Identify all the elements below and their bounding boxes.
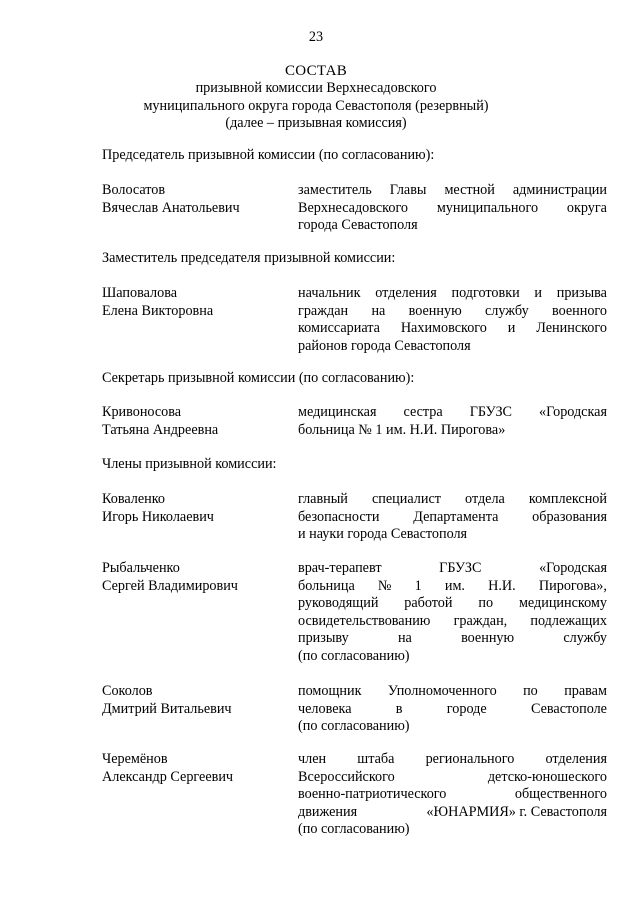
member-name — [102, 285, 292, 320]
member-name — [102, 491, 292, 526]
member-surname: Волосатов — [102, 182, 166, 198]
position-word: безопасности — [298, 508, 380, 525]
member-name — [102, 683, 292, 718]
position-word: муниципального — [436, 199, 539, 216]
position-line — [298, 338, 607, 356]
position-word: в — [395, 700, 403, 717]
position-word: граждан, — [453, 612, 508, 629]
members-heading: Члены призывной комиссии: — [102, 456, 277, 472]
position-word: заместитель — [298, 182, 372, 198]
position-word: призыва — [556, 285, 607, 301]
position-word: и — [507, 320, 516, 337]
position-line — [298, 303, 607, 321]
position-word: ГБУЗС — [439, 560, 482, 576]
position-word: военно-патриотического — [298, 786, 447, 803]
position-word: «ЮНАРМИЯ» г. Севастополя — [426, 803, 607, 820]
position-word: призыву — [298, 630, 349, 647]
position-line — [298, 786, 607, 804]
member-position — [298, 683, 607, 736]
position-word: (по согласованию) — [298, 647, 410, 664]
position-word: регионального — [425, 751, 515, 767]
position-word: 1 — [414, 577, 422, 594]
member-given-names: Игорь Николаевич — [102, 508, 214, 525]
title-block — [0, 62, 632, 133]
position-word: на — [397, 630, 412, 647]
position-line — [298, 200, 607, 218]
chairman-heading: Председатель призывной комиссии (по согласованию): — [102, 147, 435, 163]
position-word: врач-терапевт — [298, 560, 382, 576]
position-word: член — [298, 751, 327, 767]
member-position — [298, 404, 607, 439]
member-surname: Кривоносова — [102, 404, 182, 420]
position-word: отдела — [465, 491, 505, 507]
position-word: штаба — [357, 751, 395, 767]
position-word: освидетельствованию — [298, 612, 431, 629]
member-name — [102, 182, 292, 217]
position-word: «Городская — [539, 560, 607, 576]
position-word: и — [534, 285, 543, 301]
member-surname: Соколов — [102, 683, 153, 699]
position-word: правам — [564, 683, 607, 699]
position-line — [298, 526, 607, 544]
member-given-names: Елена Викторовна — [102, 302, 214, 319]
member-given-names: Александр Сергеевич — [102, 768, 234, 785]
position-word: службу — [485, 302, 529, 319]
position-word: медицинская — [298, 404, 377, 420]
position-word: медицинскому — [518, 595, 607, 612]
position-word: Верхнесадовского — [298, 199, 409, 216]
position-word: главный — [298, 491, 348, 507]
member-name — [102, 560, 292, 595]
member-surname: Рыбальченко — [102, 560, 180, 576]
position-word: военного — [551, 302, 607, 319]
member-name — [102, 751, 292, 786]
position-word: округа — [566, 199, 607, 216]
position-line — [298, 751, 607, 769]
position-word: Нахимовского — [400, 320, 487, 337]
position-word: по — [523, 683, 538, 699]
member-position — [298, 560, 607, 666]
position-word: работой — [404, 595, 453, 612]
member-position — [298, 491, 607, 544]
position-word: местной — [444, 182, 495, 198]
deputy-heading: Заместитель председателя призывной комиссии: — [102, 250, 396, 266]
position-word: «Городская — [539, 404, 607, 420]
member-surname: Черемёнов — [102, 751, 168, 767]
member-given-names: Сергей Владимирович — [102, 577, 238, 594]
position-word: Н.И. — [488, 577, 516, 594]
position-line — [298, 821, 607, 839]
member-surname: Коваленко — [102, 491, 166, 507]
position-word: отделения — [375, 285, 437, 301]
title-subtitle-line-3: (далее – призывная комиссия) — [225, 115, 407, 131]
position-word: отделения — [545, 751, 607, 767]
position-word: подготовки — [451, 285, 520, 301]
position-line — [298, 648, 607, 666]
position-line — [298, 217, 607, 235]
position-word: общественного — [514, 786, 607, 803]
position-line — [298, 630, 607, 648]
position-word: комплексной — [528, 491, 607, 507]
position-word: Уполномоченного — [387, 683, 497, 699]
position-word: районов города Севастополя — [298, 337, 471, 354]
member-surname: Шаповалова — [102, 285, 178, 301]
member-given-names: Вячеслав Анатольевич — [102, 199, 240, 216]
position-line — [298, 320, 607, 338]
document-title: СОСТАВ — [284, 63, 348, 79]
member-given-names: Татьяна Андреевна — [102, 421, 219, 438]
member-position — [298, 285, 607, 355]
position-word: детско-юношеского — [487, 768, 607, 785]
position-word: и науки города Севастополя — [298, 526, 468, 543]
position-word: им. — [444, 577, 465, 594]
position-word: специалист — [371, 491, 441, 507]
position-line — [298, 182, 607, 200]
member-position — [298, 751, 607, 839]
position-word: ГБУЗС — [469, 404, 513, 420]
position-word: помощник — [298, 683, 362, 699]
page-number: 23 — [308, 29, 324, 45]
position-word: службу — [563, 630, 607, 647]
position-word: военную — [461, 630, 515, 647]
position-word: Севастополе — [530, 700, 607, 717]
position-word: движения — [298, 803, 358, 820]
position-word: Ленинского — [536, 320, 607, 337]
member-name — [102, 404, 292, 439]
position-word: № — [377, 577, 392, 594]
position-line — [298, 560, 607, 578]
position-word: города Севастополя — [298, 217, 418, 234]
position-word: Всероссийского — [298, 768, 395, 785]
position-word: (по согласованию) — [298, 718, 410, 735]
position-line — [298, 491, 607, 509]
position-line — [298, 769, 607, 787]
position-word: образования — [532, 508, 607, 525]
position-word: по — [478, 595, 494, 612]
position-line — [298, 422, 607, 440]
position-word: граждан — [298, 302, 349, 319]
position-word: городе — [446, 700, 487, 717]
position-line — [298, 509, 607, 527]
title-subtitle-line-1: призывной комиссии Верхнесадовского — [195, 80, 437, 96]
position-line — [298, 578, 607, 596]
position-word: Главы — [389, 182, 427, 198]
position-word: больница — [298, 577, 355, 594]
position-word: (по согласованию) — [298, 821, 410, 838]
position-word: комиссариата — [298, 320, 380, 337]
position-line — [298, 804, 607, 822]
title-subtitle-line-2: муниципального округа города Севастополя (резервный) — [143, 97, 489, 114]
position-line — [298, 613, 607, 631]
position-word: военную — [408, 302, 462, 319]
position-word: руководящий — [298, 595, 379, 612]
position-line — [298, 595, 607, 613]
position-word: Пирогова», — [538, 577, 607, 594]
position-word: на — [371, 302, 386, 319]
position-word: сестра — [403, 404, 443, 420]
position-line — [298, 285, 607, 303]
position-line — [298, 701, 607, 719]
secretary-heading: Секретарь призывной комиссии (по согласованию): — [102, 370, 415, 386]
position-word: администрации — [512, 182, 607, 198]
position-word: больница № 1 им. Н.И. Пирогова» — [298, 421, 506, 438]
position-line — [298, 404, 607, 422]
position-line — [298, 683, 607, 701]
position-word: начальник — [298, 285, 361, 301]
position-word: подлежащих — [530, 612, 607, 629]
position-word: человека — [298, 700, 352, 717]
position-word: Департамента — [413, 508, 499, 525]
position-line — [298, 718, 607, 736]
member-given-names: Дмитрий Витальевич — [102, 700, 232, 717]
member-position — [298, 182, 607, 235]
